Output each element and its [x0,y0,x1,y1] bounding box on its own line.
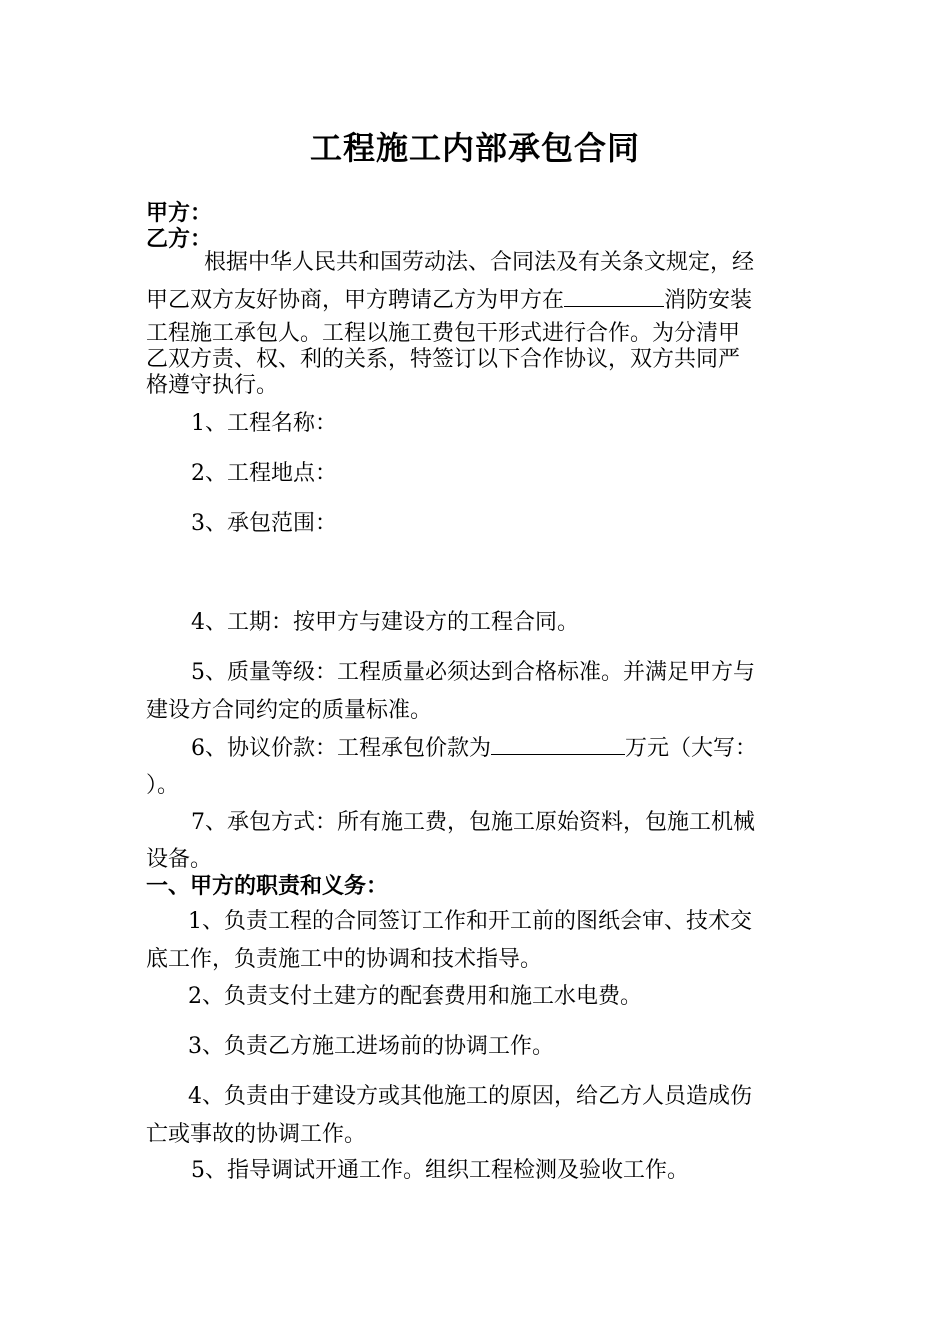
document-title: 工程施工内部承包合同 [309,129,640,167]
item-method-line-2: 设备。 [146,847,213,872]
duty-1-line-1: 1、负责工程的合同签订工作和开工前的图纸会审、技术交 [188,909,752,934]
item-project-name: 1、工程名称： [191,411,337,436]
project-name-blank [564,286,664,307]
item-quality-line-1: 5、质量等级：工程质量必须达到合格标准。并满足甲方与 [191,660,755,685]
intro-line-2-suffix: 消防安装 [664,288,753,313]
intro-line-5: 格遵守执行。 [146,373,279,398]
party-b-label: 乙方： [146,226,213,252]
item-duration: 4、工期：按甲方与建设方的工程合同。 [191,610,579,635]
item-contract-scope: 3、承包范围： [191,511,337,536]
party-a-label: 甲方： [146,200,213,226]
duty-4-line-2: 亡或事故的协调工作。 [146,1122,367,1147]
section-one-heading: 一、甲方的职责和义务： [146,873,389,899]
item-project-location: 2、工程地点： [191,461,337,486]
item-price-text: 6、协议价款：工程承包价款为 [191,736,491,761]
price-amount-blank [491,734,625,755]
intro-line-4: 乙双方责、权、利的关系，特签订以下合作协议，双方共同严 [146,347,741,372]
item-method-line-1: 7、承包方式：所有施工费，包施工原始资料，包施工机械 [191,810,755,835]
item-price-unit: 万元（大写： [625,736,758,761]
item-price-line-2: ）。 [146,773,180,798]
intro-line-2-text: 甲乙双方友好协商，甲方聘请乙方为甲方在 [146,288,565,313]
duty-2: 2、负责支付土建方的配套费用和施工水电费。 [188,984,642,1009]
item-price-line-1 [191,734,757,763]
intro-line-2 [146,286,752,315]
intro-line-3: 工程施工承包人。工程以施工费包干形式进行合作。为分清甲 [146,321,741,346]
duty-1-line-2: 底工作，负责施工中的协调和技术指导。 [146,947,543,972]
duty-5: 5、指导调试开通工作。组织工程检测及验收工作。 [191,1158,689,1183]
duty-3: 3、负责乙方施工进场前的协调工作。 [188,1034,554,1059]
duty-4-line-1: 4、负责由于建设方或其他施工的原因，给乙方人员造成伤 [188,1084,752,1109]
item-quality-line-2: 建设方合同约定的质量标准。 [146,698,433,723]
intro-line-1: 根据中华人民共和国劳动法、合同法及有关条文规定，经 [204,250,755,275]
